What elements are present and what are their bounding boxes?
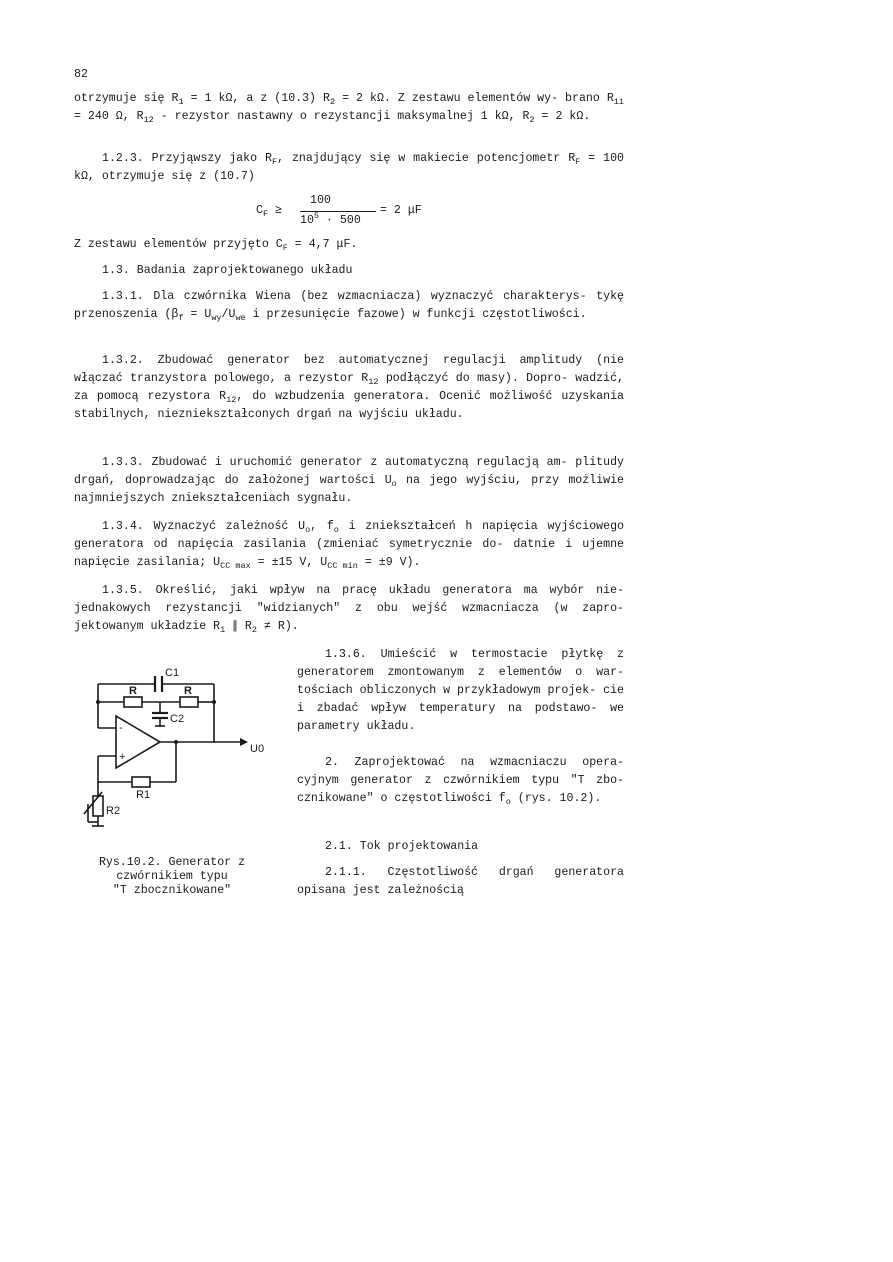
section-heading-2-1: 2.1. Tok projektowania — [325, 840, 479, 853]
paragraph-cf-choice: Z zestawu elementów przyjęto $C_F = 4,7$ μF. — [74, 238, 358, 253]
capacitance-formula — [256, 192, 456, 232]
label-u0: U0 — [250, 743, 265, 755]
output-arrow-icon — [240, 738, 248, 746]
label-minus: - — [119, 722, 123, 734]
page-number: 82 — [74, 68, 88, 81]
label-plus: + — [119, 751, 126, 763]
paragraph-1-3-3: 1.3.3. Zbudować i uruchomić generator z automatyczną regulacją am- plitudy drgań, doprowadzając do założonej wartości $U_o$ na jego wyjściu, przy możliwie najmniejszych zniekształceniach sygnału. — [74, 456, 624, 505]
label-c1: C1 — [165, 667, 180, 679]
paragraph-2: 2. Zaprojektować na wzmacniaczu opera- cyjnym generator z czwórnikiem typu "T zbo- cznikowane" o częstotliwości $f_o$ (rys. 10.2). — [297, 756, 624, 807]
t-bridge-generator-schematic — [80, 664, 270, 844]
label-r2: R2 — [106, 805, 121, 817]
label-r1: R1 — [136, 789, 151, 801]
figure-caption: Rys.10.2. Generator z czwórnikiem typu "T zbocznikowane" — [98, 856, 246, 897]
junction-dot — [96, 700, 100, 704]
formula-rhs: = 2 μF — [380, 204, 422, 217]
circuit-figure — [80, 664, 270, 844]
paragraph-1: otrzymuje się $R_1 = 1$ kΩ, a z (10.3) $R_2 = 2$ kΩ. Z zestawu elementów wy- brano $R_{11} = 240$ Ω, $R_{12}$ - rezystor nastawny o rezystancji maksymalnej 1 kΩ, $R_2 = 2$ kΩ. — [74, 92, 624, 125]
paragraph-1-3-1: 1.3.1. Dla czwórnika Wiena (bez wzmacniacza) wyznaczyć charakterys- tykę przenoszenia ($\beta_f = U_{wy}/U_{we}$ i przesunięcie fazowe) w funkcji częstotliwości. — [74, 290, 624, 323]
paragraph-1-2-3: 1.2.3. Przyjąwszy jako $R_F$, znajdujący się w makiecie potencjometr $R_F = 100$ kΩ, otrzymuje się z (10.7) — [74, 152, 624, 183]
junction-dot — [174, 740, 178, 744]
paragraph-1-3-4: 1.3.4. Wyznaczyć zależność $U_o$, $f_o$ i zniekształceń h napięcia wyjściowego generatora od napięcia zasilania (zmieniać symetrycznie do- datnie i ujemne napięcie zasilania; $U_{CC max} = \pm 15$ V, $U_{CC min} = \pm 9$ V). — [74, 520, 624, 571]
label-c2: C2 — [170, 713, 185, 725]
paragraph-1-3-5: 1.3.5. Określić, jaki wpływ na pracę układu generatora ma wybór nie- jednakowych rezystancji "widzianych" z obu wejść wzmacniacza (w zapro- jektowanym układzie $R_1$ ∥ $R_2 \ne R$). — [74, 584, 624, 635]
formula-lhs: $C_F$ ≥ — [256, 204, 282, 219]
section-heading-1-3: 1.3. Badania zaprojektowanego układu — [102, 264, 353, 277]
label-r-right: R — [184, 685, 192, 697]
formula-denominator: $10^5 \cdot 500$ — [300, 211, 361, 227]
label-r-left: R — [129, 685, 137, 697]
paragraph-1-3-2: 1.3.2. Zbudować generator bez automatycznej regulacji amplitudy (nie włączać tranzystora polowego, a rezystor $R_{12}$ podłączyć do masy). Dopro- wadzić, za pomocą rezystora $R_{12}$, do wzbudzenia generatora. Ocenić możliwość uzyskania stabilnych, niezniekształconych drgań na wyjściu układu. — [74, 354, 625, 421]
junction-dot — [212, 700, 216, 704]
formula-numerator: 100 — [310, 194, 331, 207]
paragraph-2-1-1: 2.1.1. Częstotliwość drgań generatora opisana jest zależnością — [297, 866, 624, 897]
paragraph-1-3-6: 1.3.6. Umieścić w termostacie płytkę z generatorem zmontowanym z elementów o war- tościach obliczonych w przykładowym projek- cie i zbadać wpływ temperatury na podstawo- we parametry układu. — [297, 648, 624, 733]
